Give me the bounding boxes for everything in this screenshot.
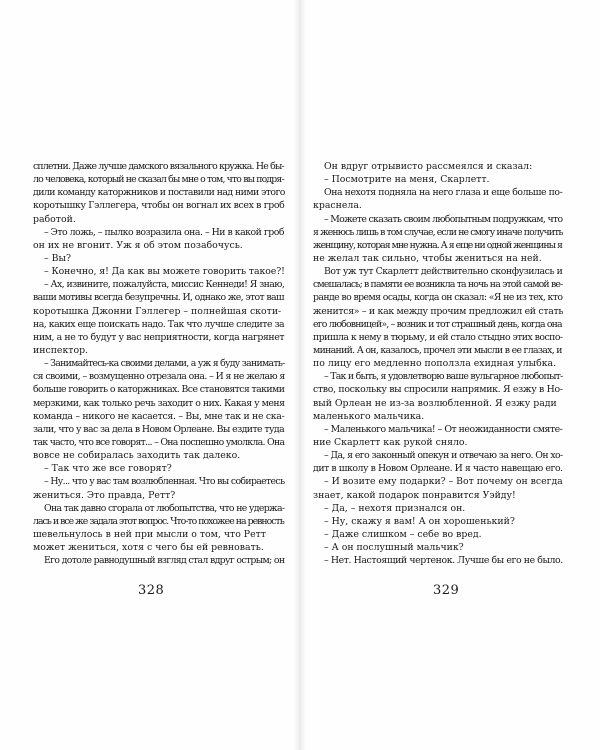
text-line: вовсе не собиралась заходить так далеко. <box>33 450 241 462</box>
text-line: Она так давно сгорала от любопытства, что не удержа- <box>44 502 285 514</box>
text-line: ство, поскольку вы спросили напрямик. Я езжу в Но- <box>313 384 563 396</box>
text-line: больше говорить о каторжниках. Все становятся такими <box>33 384 285 396</box>
left-page-number: 328 <box>138 583 165 598</box>
text-line: женится» – и как между прочим предложил ей стать <box>313 305 564 317</box>
text-line: дит в школу в Новом Орлеане. И я часто навещаю его. <box>313 463 563 475</box>
text-line: смешалась; в памяти ее возникла та ночь на этой самой ве- <box>313 279 563 291</box>
right-page-text <box>313 160 563 568</box>
text-line <box>313 567 563 568</box>
text-line: может жениться, хотя с чего бы ей ревновать. <box>33 542 264 554</box>
text-line: – Так и быть, я удовлетворю ваше вульгарное любопыт- <box>324 371 563 383</box>
text-line: краснела. <box>313 200 362 212</box>
text-line: дили команду каторжников и поставили над ними этого <box>33 187 285 199</box>
text-line: – Ах, извините, пожалуйста, миссис Кеннеди! Я знаю, <box>44 279 285 291</box>
text-line: – А он послушный мальчик? <box>324 542 464 554</box>
text-line: я женюсь лишь в том случае, если не смогу иначе получить <box>313 226 563 238</box>
text-line: ся своими, – возмущенно отрезала она. – И я не желаю я <box>33 371 285 383</box>
text-line: – Так что же все говорят? <box>44 463 172 475</box>
text-line: – Ну, скажу я вам! А он хорошенький? <box>324 515 515 527</box>
text-line: команда – никого не касается. – Вы, мне так и не ска- <box>33 410 285 422</box>
left-page-text <box>33 160 285 568</box>
text-line: маленького мальчика. <box>313 410 425 422</box>
text-line: ло человека, который не сказал бы мне о том, что вы подря- <box>33 174 284 186</box>
text-line: – Конечно, я! Да как вы можете говорить такое?! <box>44 266 285 278</box>
text-line: – Можете сказать своим любопытным подружкам, что <box>324 213 563 225</box>
text-line: Он вдруг отрывисто рассмеялся и сказал: <box>324 161 533 172</box>
text-line: инспектор. <box>33 344 89 356</box>
text-line: – Ну... что у вас там возлюбленная. Что вы собираетесь <box>44 476 285 488</box>
text-line: коротышку Гэллегера, чтобы он вогнал их всех в гроб <box>33 200 285 212</box>
text-line: – Даже слишком – себе во вред. <box>324 528 482 540</box>
text-line: пришла к нему в тюрьму, и ей стало стыдно этих воспо- <box>313 331 563 343</box>
text-line: мерзкими, как только речь заходит о них. Какая у меня <box>33 397 285 409</box>
text-line: – Маленького мальчика! – От неожиданности смяте- <box>324 423 563 435</box>
text-line: зали, что у вас за дела в Новом Орлеане. Вы ездите туда <box>33 423 285 435</box>
text-line: коротышка Джонни Гэллегер – полнейшая скоти- <box>33 305 282 317</box>
text-line: – Посмотрите на меня, Скарлетт. <box>324 174 490 186</box>
text-line: знает, какой подарок понравится Уэйду! <box>313 489 516 501</box>
text-line: не желал так сильно, чтобы жениться на ней. <box>313 252 542 264</box>
text-line: сплетни. Даже лучше дамского вязального кружка. Не бы- <box>33 161 284 172</box>
text-line: шевельнулось в ней при мысли о том, что Ретт <box>33 528 266 540</box>
text-line: по лицу его медленно поползла ехидная улыбка. <box>313 358 557 370</box>
text-line: лась и все же задала этот вопрос. Что-то похожее на ревность <box>33 515 284 527</box>
text-line: Она нехотя подняла на него глаза и еще больше по- <box>324 187 563 199</box>
text-line: минаний. А он, казалось, прочел эти мысли в ее глазах, и <box>313 344 562 356</box>
text-line: Его дотоле равнодушный взгляд стал вдруг острым; он <box>44 555 285 567</box>
text-line: – Занимайтесь-ка своими делами, а уж я буду занимать- <box>44 358 285 370</box>
text-line: ним, а не то будут у вас неприятности, когда нагрянет <box>33 331 285 343</box>
text-line: – Это ложь, – пылко возразила она. – Ни в какой гроб <box>44 226 285 238</box>
text-line: работой. <box>33 213 76 225</box>
text-line: – Нет. Настоящий чертенок. Лучше бы его не было. <box>324 555 563 567</box>
text-line: ваши мотивы всегда безупречны. И, однако же, этот ваш <box>33 292 284 304</box>
text-line: на, каких еще поискать надо. Так что лучше следите за <box>33 318 285 330</box>
text-line: – Да, – нехотя признался он. <box>324 502 466 514</box>
text-line: Вот уж тут Скарлетт действительно сконфузилась и <box>324 266 563 278</box>
text-line: – И возите ему подарки? – Вот почему он всегда <box>324 476 563 488</box>
text-line: жениться. Это правда, Ретт? <box>33 489 176 501</box>
text-line: вый Орлеан не из-за возлюбленной. Я езжу ради <box>313 397 557 409</box>
text-line <box>33 567 285 568</box>
text-line: он их не вгонит. Уж я об этом позабочусь. <box>33 239 243 251</box>
text-line: – Вы? <box>44 252 71 264</box>
text-line: так часто, что все говорят... – Она поспешно умолкла. Она <box>33 436 285 448</box>
text-line: – Да, я его законный опекун и отвечаю за него. Он хо- <box>324 450 563 462</box>
text-line: его любовницей», – возник и тот страшный день, когда она <box>313 318 562 330</box>
text-line: ранде во время осады, когда он сказал: «Я не из тех, кто <box>313 292 563 304</box>
right-page-number: 329 <box>433 583 460 598</box>
text-line: ние Скарлетт как рукой сняло. <box>313 436 468 448</box>
text-line: женщину, которая мне нужна. А я еще ни одной женщины я <box>313 239 562 251</box>
